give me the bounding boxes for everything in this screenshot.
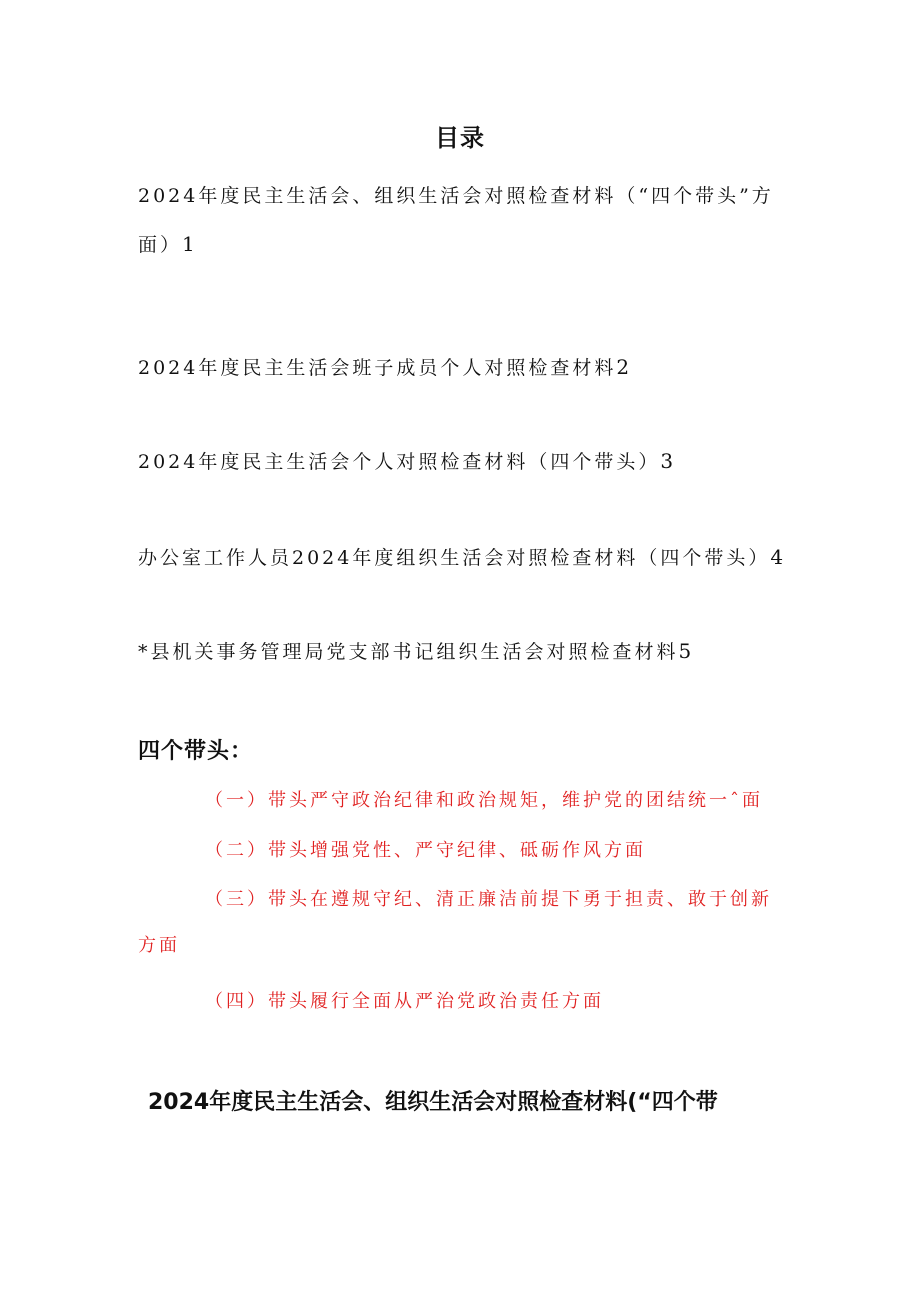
toc-item-text: *县机关事务管理局党支部书记组织生活会对照检查材料 xyxy=(138,641,679,663)
toc-page-number: 2 xyxy=(616,355,630,379)
page-title: 目录 xyxy=(435,124,485,152)
toc-item-text: 2024年度民主生活会班子成员个人对照检查材料 xyxy=(138,357,617,379)
toc-item-4[interactable] xyxy=(138,533,788,582)
toc-item-text: 2024年度民主生活会个人对照检查材料（四个带头） xyxy=(138,451,661,473)
section-point-3: （三）带头在遵规守纪、清正廉洁前提下勇于担责、敢于创新方面 xyxy=(138,889,772,956)
toc-item-2[interactable] xyxy=(138,343,788,392)
toc-page-number: 3 xyxy=(660,449,674,473)
toc-item-3[interactable] xyxy=(138,437,788,486)
section-point-1: （一）带头严守政治纪律和政治规矩，维护党的团结统一ˆ面 xyxy=(205,790,763,811)
document-heading: 2024年度民主生活会、组织生活会对照检查材料(“四个带 xyxy=(148,1090,718,1115)
toc-page-number: 1 xyxy=(182,232,195,256)
toc-page-number: 5 xyxy=(678,639,692,663)
toc-item-text: 办公室工作人员2024年度组织生活会对照检查材料（四个带头） xyxy=(138,547,771,569)
toc-page-number: 4 xyxy=(770,545,784,569)
toc-item-1[interactable] xyxy=(138,172,788,269)
toc-item-text: 2024年度民主生活会、组织生活会对照检查材料（“四个带头”方面） xyxy=(138,185,774,256)
section-point-4: （四）带头履行全面从严治党政治责任方面 xyxy=(205,991,604,1012)
section-point-2: （二）带头增强党性、严守纪律、砥砺作风方面 xyxy=(205,840,646,861)
toc-item-5[interactable] xyxy=(138,627,788,676)
section-heading: 四个带头： xyxy=(138,739,254,764)
